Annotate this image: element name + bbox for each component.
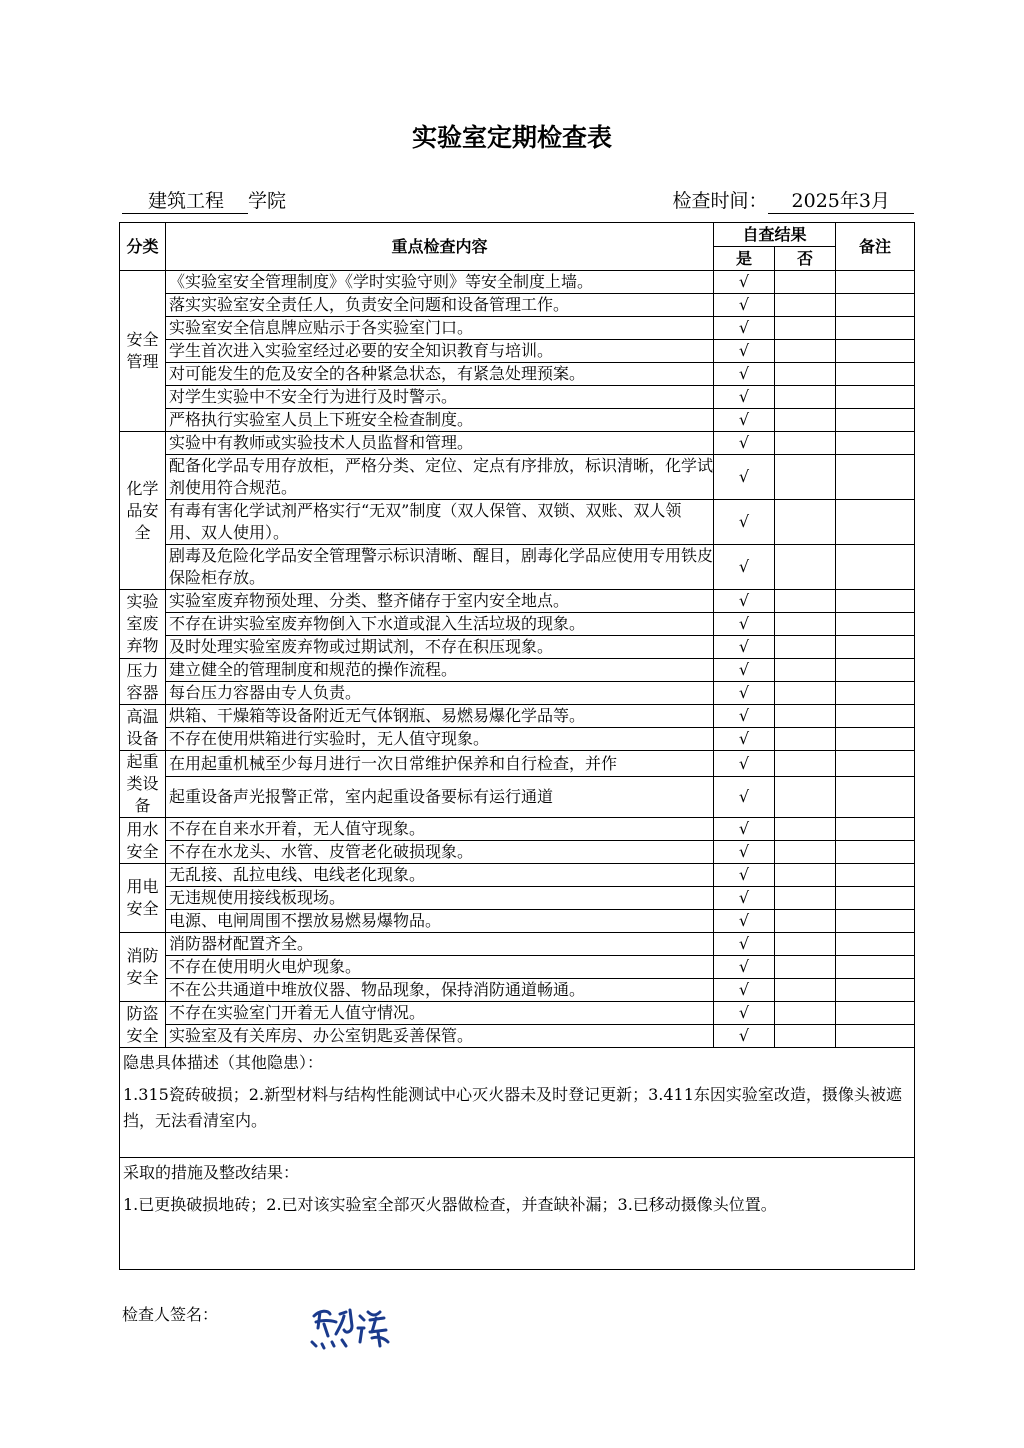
- check-item-text: 不在公共通道中堆放仪器、物品现象，保持消防通道畅通。: [166, 979, 714, 1002]
- school-suffix: 学院: [248, 190, 287, 212]
- check-item-text: 起重设备声光报警正常，室内起重设备要标有运行通道: [166, 777, 714, 818]
- check-yes: √: [714, 1025, 775, 1048]
- check-yes: √: [714, 317, 775, 340]
- check-item-text: 《实验室安全管理制度》《学时实验守则》等安全制度上墙。: [166, 271, 714, 294]
- check-remark: [836, 294, 915, 317]
- check-yes: √: [714, 841, 775, 864]
- table-row: [120, 956, 915, 979]
- check-yes: √: [714, 590, 775, 613]
- table-body: [120, 271, 915, 1048]
- check-no: [775, 728, 836, 751]
- table-row: [120, 705, 915, 728]
- category-cell: 化学品安全: [120, 432, 166, 590]
- check-remark: [836, 777, 915, 818]
- check-no: [775, 1025, 836, 1048]
- check-no: [775, 317, 836, 340]
- check-no: [775, 979, 836, 1002]
- check-no: [775, 887, 836, 910]
- check-no: [775, 409, 836, 432]
- check-item-text: 每台压力容器由专人负责。: [166, 682, 714, 705]
- school-line: [122, 186, 286, 214]
- check-item-text: 对学生实验中不安全行为进行及时警示。: [166, 386, 714, 409]
- check-remark: [836, 910, 915, 933]
- check-yes: √: [714, 910, 775, 933]
- table-row: [120, 864, 915, 887]
- check-remark: [836, 933, 915, 956]
- check-remark: [836, 841, 915, 864]
- header-self-check: 自查结果: [714, 223, 836, 247]
- check-item-text: 实验中有教师或实验技术人员监督和管理。: [166, 432, 714, 455]
- check-remark: [836, 1002, 915, 1025]
- check-remark: [836, 340, 915, 363]
- category-cell: 消防安全: [120, 933, 166, 1002]
- check-no: [775, 659, 836, 682]
- check-item-text: 不存在使用烘箱进行实验时，无人值守现象。: [166, 728, 714, 751]
- table-row: [120, 910, 915, 933]
- check-no: [775, 500, 836, 545]
- check-time-value: 2025年3月: [768, 189, 914, 214]
- measures-section: [120, 1158, 915, 1270]
- table-row: [120, 682, 915, 705]
- check-remark: [836, 545, 915, 590]
- table-row: [120, 363, 915, 386]
- check-item-text: 不存在使用明火电炉现象。: [166, 956, 714, 979]
- category-cell: 用电安全: [120, 864, 166, 933]
- check-item-text: 对可能发生的危及安全的各种紧急状态，有紧急处理预案。: [166, 363, 714, 386]
- category-cell: 防盗安全: [120, 1002, 166, 1048]
- check-remark: [836, 751, 915, 777]
- check-yes: √: [714, 728, 775, 751]
- check-item-text: 建立健全的管理制度和规范的操作流程。: [166, 659, 714, 682]
- check-no: [775, 613, 836, 636]
- check-yes: √: [714, 659, 775, 682]
- check-remark: [836, 636, 915, 659]
- check-no: [775, 590, 836, 613]
- hazard-text: 1.315瓷砖破损；2.新型材料与结构性能测试中心灭火器未及时登记更新；3.411东因实验室改造，摄像头被遮挡，无法看清室内。: [123, 1085, 902, 1130]
- check-yes: √: [714, 455, 775, 500]
- check-item-text: 实验室及有关库房、办公室钥匙妥善保管。: [166, 1025, 714, 1048]
- check-yes: √: [714, 409, 775, 432]
- check-no: [775, 705, 836, 728]
- check-yes: √: [714, 705, 775, 728]
- category-cell: 起重类设备: [120, 751, 166, 818]
- check-no: [775, 864, 836, 887]
- table-row: [120, 777, 915, 818]
- check-item-text: 不存在实验室门开着无人值守情况。: [166, 1002, 714, 1025]
- inspector-label: 检查人签名：: [122, 1305, 219, 1324]
- check-remark: [836, 386, 915, 409]
- check-item-text: 电源、电闸周围不摆放易燃易爆物品。: [166, 910, 714, 933]
- table-row: [120, 818, 915, 841]
- header-yes: 是: [714, 247, 775, 271]
- check-remark: [836, 271, 915, 294]
- table-row: [120, 887, 915, 910]
- check-remark: [836, 590, 915, 613]
- inspection-table: [119, 222, 915, 1270]
- check-remark: [836, 409, 915, 432]
- check-remark: [836, 979, 915, 1002]
- check-item-text: 不存在讲实验室废弃物倒入下水道或混入生活垃圾的现象。: [166, 613, 714, 636]
- check-yes: √: [714, 818, 775, 841]
- school-name: 建筑工程: [122, 189, 248, 214]
- category-cell: 用水安全: [120, 818, 166, 864]
- table-row: [120, 409, 915, 432]
- check-time-line: [673, 186, 914, 214]
- check-yes: √: [714, 956, 775, 979]
- table-row: [120, 728, 915, 751]
- category-cell: 安全管理: [120, 271, 166, 432]
- check-no: [775, 751, 836, 777]
- check-remark: [836, 682, 915, 705]
- check-yes: √: [714, 500, 775, 545]
- check-yes: √: [714, 294, 775, 317]
- check-no: [775, 545, 836, 590]
- check-yes: √: [714, 887, 775, 910]
- check-yes: √: [714, 864, 775, 887]
- check-yes: √: [714, 271, 775, 294]
- table-row: [120, 340, 915, 363]
- check-yes: √: [714, 751, 775, 777]
- check-no: [775, 386, 836, 409]
- check-remark: [836, 728, 915, 751]
- check-yes: √: [714, 613, 775, 636]
- signature-image: [306, 1302, 402, 1354]
- table-row: [120, 432, 915, 455]
- check-no: [775, 910, 836, 933]
- measures-label: 采取的措施及整改结果：: [123, 1163, 300, 1182]
- header-remark: 备注: [836, 223, 915, 271]
- table-row: [120, 455, 915, 500]
- check-remark: [836, 363, 915, 386]
- check-no: [775, 777, 836, 818]
- check-item-text: 有毒有害化学试剂严格实行“无双”制度（双人保管、双锁、双账、双人领用、双人使用）。: [166, 500, 714, 545]
- check-time-label: 检查时间：: [672, 190, 768, 212]
- check-item-text: 不存在水龙头、水管、皮管老化破损现象。: [166, 841, 714, 864]
- check-yes: √: [714, 363, 775, 386]
- check-no: [775, 933, 836, 956]
- check-remark: [836, 317, 915, 340]
- check-item-text: 学生首次进入实验室经过必要的安全知识教育与培训。: [166, 340, 714, 363]
- check-item-text: 实验室废弃物预处理、分类、整齐储存于室内安全地点。: [166, 590, 714, 613]
- table-row: [120, 1025, 915, 1048]
- check-item-text: 无乱接、乱拉电线、电线老化现象。: [166, 864, 714, 887]
- check-item-text: 在用起重机械至少每月进行一次日常维护保养和自行检查，并作: [166, 751, 714, 777]
- check-yes: √: [714, 933, 775, 956]
- check-remark: [836, 818, 915, 841]
- check-no: [775, 340, 836, 363]
- check-item-text: 严格执行实验室人员上下班安全检查制度。: [166, 409, 714, 432]
- table-row: [120, 751, 915, 777]
- check-remark: [836, 455, 915, 500]
- table-row: [120, 500, 915, 545]
- table-row: [120, 317, 915, 340]
- check-no: [775, 636, 836, 659]
- check-no: [775, 432, 836, 455]
- check-yes: √: [714, 636, 775, 659]
- check-item-text: 烘箱、干燥箱等设备附近无气体钢瓶、易燃易爆化学品等。: [166, 705, 714, 728]
- check-no: [775, 363, 836, 386]
- check-item-text: 实验室安全信息牌应贴示于各实验室门口。: [166, 317, 714, 340]
- table-row: [120, 636, 915, 659]
- check-item-text: 配备化学品专用存放柜，严格分类、定位、定点有序排放，标识清晰，化学试剂使用符合规范。: [166, 455, 714, 500]
- check-item-text: 剧毒及危险化学品安全管理警示标识清晰、醒目，剧毒化学品应使用专用铁皮保险柜存放。: [166, 545, 714, 590]
- check-yes: √: [714, 1002, 775, 1025]
- table-row: [120, 590, 915, 613]
- check-yes: √: [714, 979, 775, 1002]
- check-yes: √: [714, 545, 775, 590]
- check-remark: [836, 613, 915, 636]
- check-yes: √: [714, 777, 775, 818]
- hazard-label: 隐患具体描述（其他隐患）：: [123, 1053, 324, 1072]
- check-remark: [836, 887, 915, 910]
- header-content: 重点检查内容: [166, 223, 714, 271]
- check-item-text: 及时处理实验室废弃物或过期试剂，不存在积压现象。: [166, 636, 714, 659]
- check-no: [775, 682, 836, 705]
- check-no: [775, 455, 836, 500]
- check-item-text: 不存在自来水开着，无人值守现象。: [166, 818, 714, 841]
- check-item-text: 消防器材配置齐全。: [166, 933, 714, 956]
- table-row: [120, 613, 915, 636]
- check-item-text: 落实实验室安全责任人，负责安全问题和设备管理工作。: [166, 294, 714, 317]
- table-row: [120, 386, 915, 409]
- check-remark: [836, 864, 915, 887]
- check-remark: [836, 956, 915, 979]
- table-row: [120, 933, 915, 956]
- header-no: 否: [775, 247, 836, 271]
- check-remark: [836, 1025, 915, 1048]
- table-row: [120, 841, 915, 864]
- check-no: [775, 271, 836, 294]
- table-row: [120, 545, 915, 590]
- page-title: 实验室定期检查表: [411, 123, 612, 152]
- check-yes: √: [714, 386, 775, 409]
- check-yes: √: [714, 432, 775, 455]
- check-no: [775, 1002, 836, 1025]
- check-yes: √: [714, 340, 775, 363]
- check-yes: √: [714, 682, 775, 705]
- check-no: [775, 294, 836, 317]
- hazard-section: [120, 1048, 915, 1158]
- table-row: [120, 1002, 915, 1025]
- category-cell: 实验室废弃物: [120, 590, 166, 659]
- check-no: [775, 841, 836, 864]
- table-row: [120, 659, 915, 682]
- header-category: 分类: [120, 223, 166, 271]
- check-remark: [836, 705, 915, 728]
- check-item-text: 无违规使用接线板现场。: [166, 887, 714, 910]
- table-row: [120, 271, 915, 294]
- table-row: [120, 294, 915, 317]
- check-remark: [836, 659, 915, 682]
- measures-text: 1.已更换破损地砖；2.已对该实验室全部灭火器做检查，并查缺补漏；3.已移动摄像头位置。: [123, 1195, 777, 1214]
- category-cell: 压力容器: [120, 659, 166, 705]
- check-no: [775, 956, 836, 979]
- check-no: [775, 818, 836, 841]
- table-row: [120, 979, 915, 1002]
- category-cell: 高温设备: [120, 705, 166, 751]
- check-remark: [836, 432, 915, 455]
- check-remark: [836, 500, 915, 545]
